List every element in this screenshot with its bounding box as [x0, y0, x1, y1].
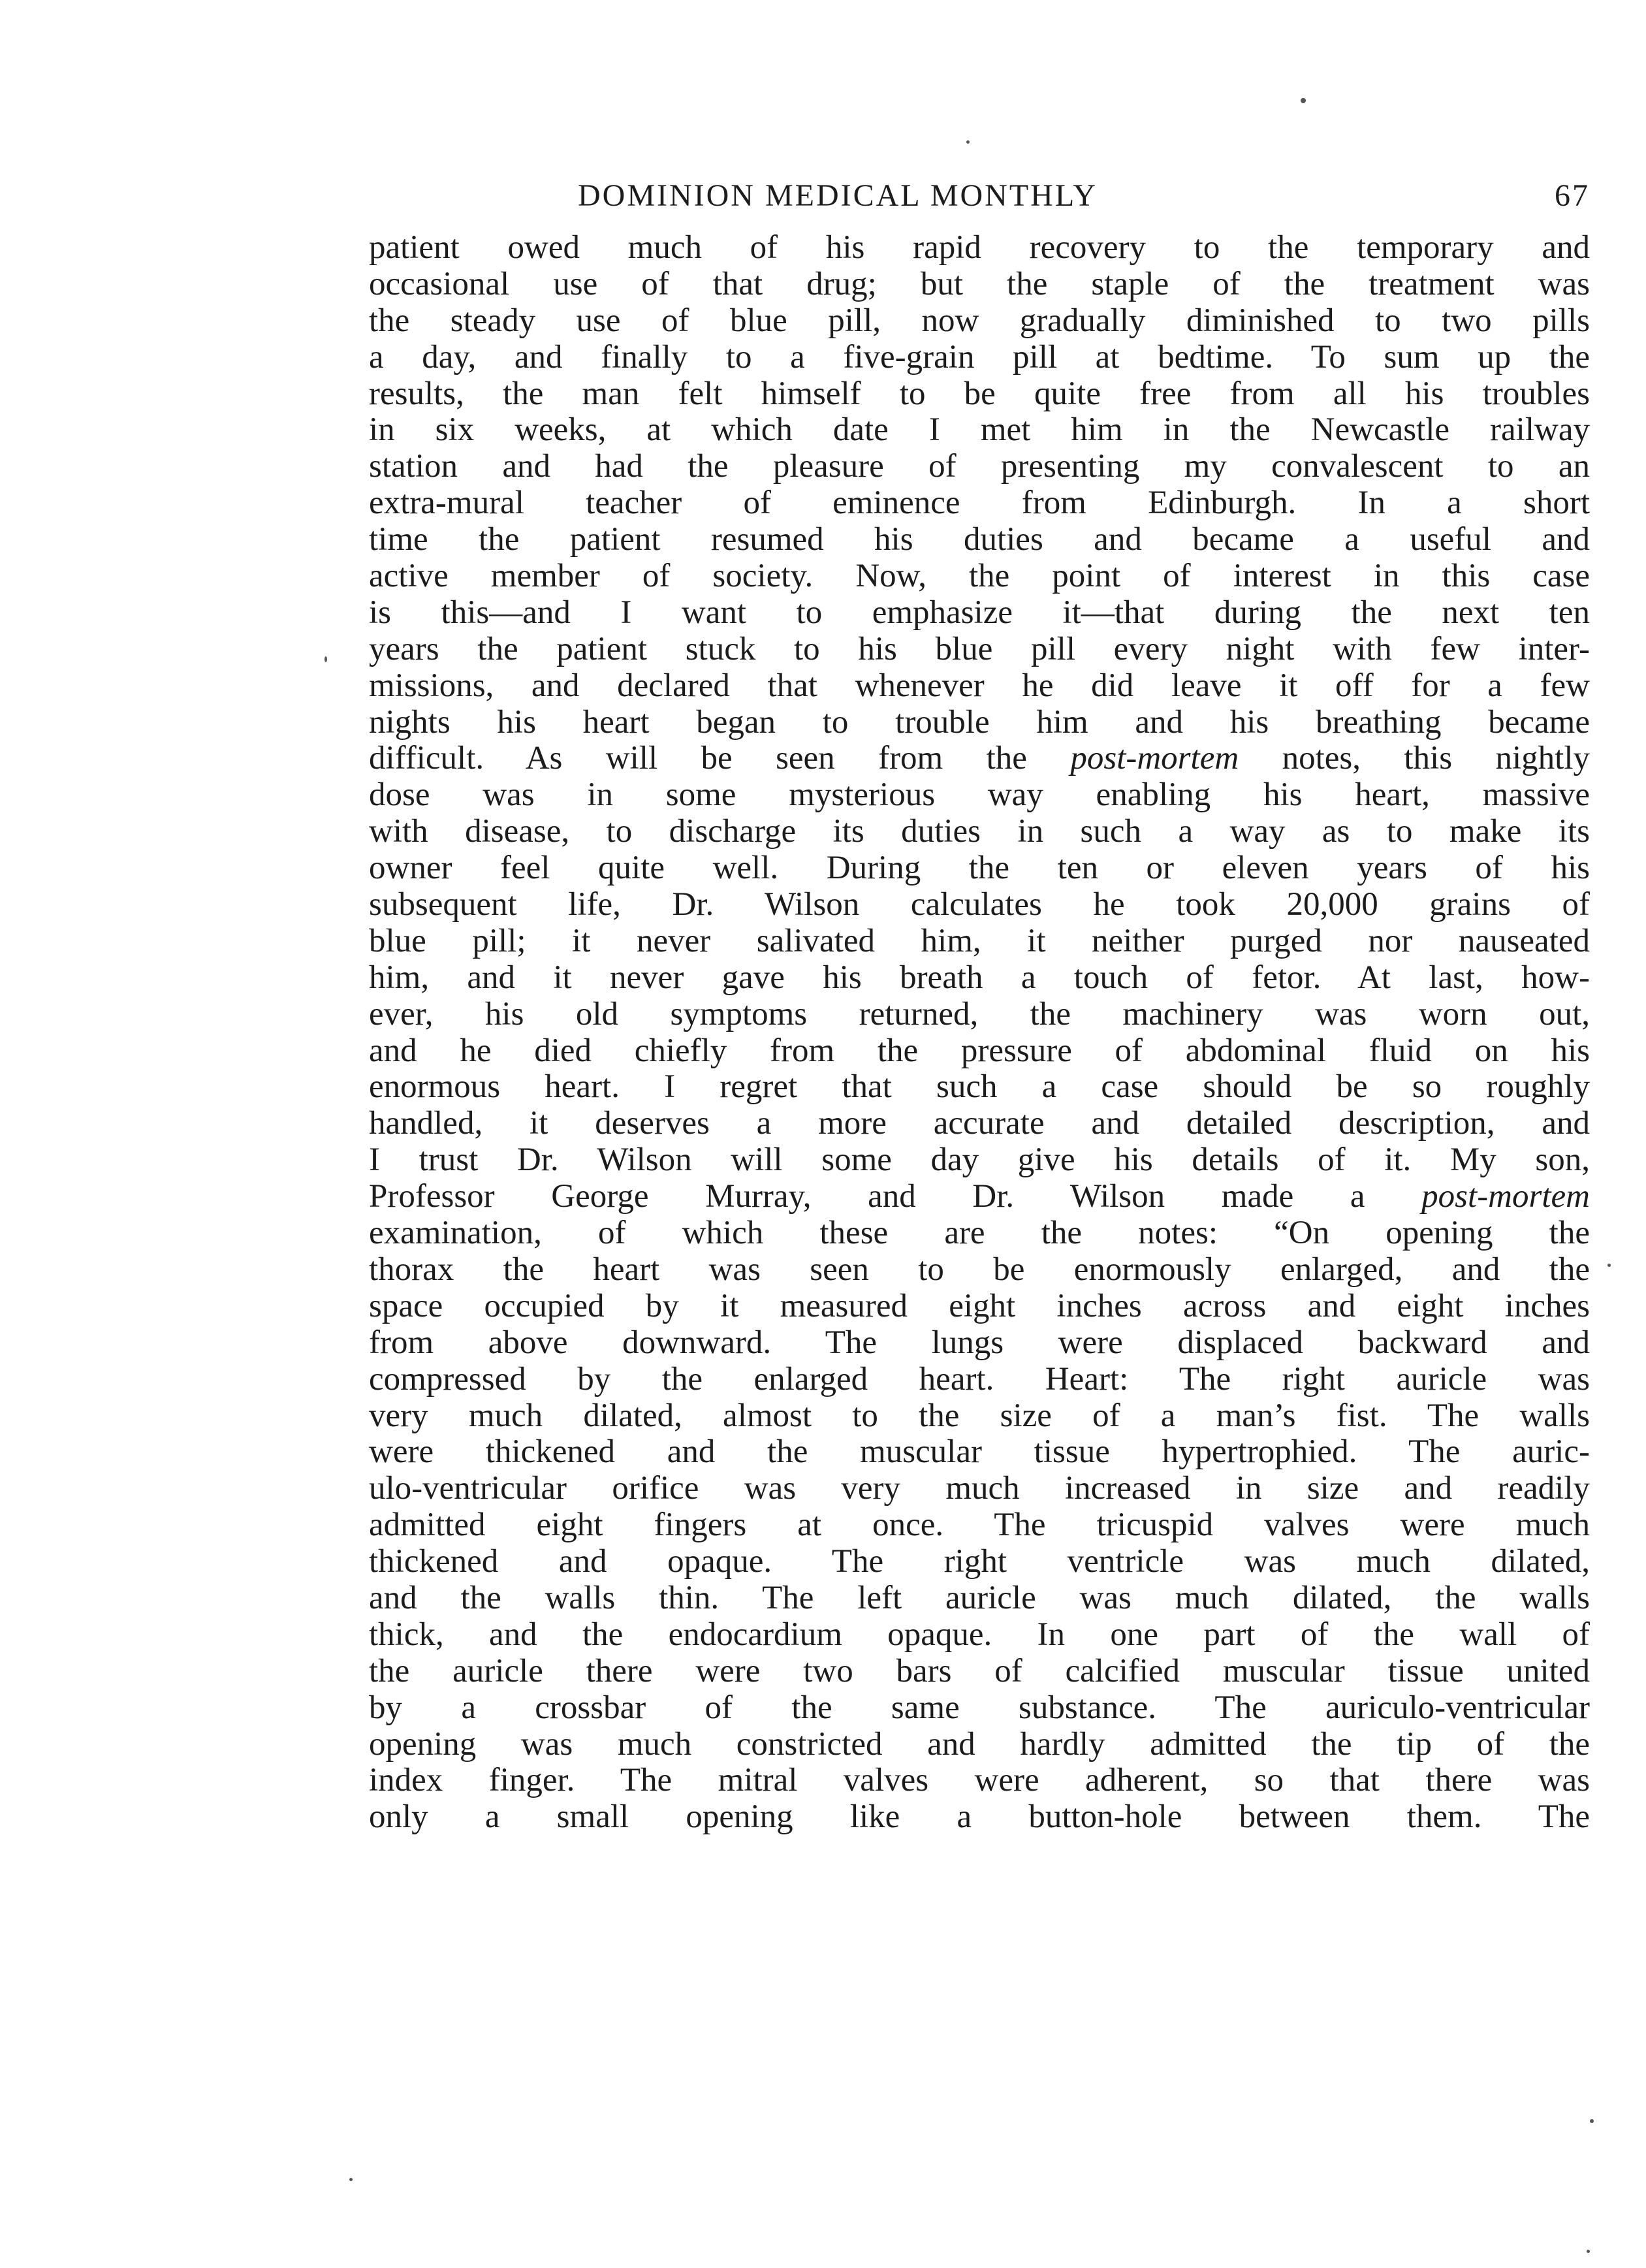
scan-speck [966, 140, 970, 144]
text-line: missions, and declared that whenever he did leave it off for a few [369, 667, 1590, 704]
text-line: thickened and opaque. The right ventricle was much dilated, [369, 1544, 1590, 1580]
text-line: examination, of which these are the notes: “On opening the [369, 1215, 1590, 1252]
text-line: the steady use of blue pill, now gradually diminished to two pills [369, 302, 1590, 339]
text-line: only a small opening like a button-hole between them. The [369, 1799, 1590, 1836]
text-line: station and had the pleasure of presenting my convalescent to an [369, 449, 1590, 485]
text-line: subsequent life, Dr. Wilson calculates he took 20,000 grains of [369, 887, 1590, 923]
text-line: dose was in some mysterious way enabling his heart, massive [369, 777, 1590, 814]
text-line: occasional use of that drug; but the staple of the treatment was [369, 266, 1590, 302]
body-text [369, 230, 1590, 1836]
text-line: ulo-ventricular orifice was very much increased in size and readily [369, 1471, 1590, 1507]
text-line: patient owed much of his rapid recovery to the temporary and [369, 230, 1590, 266]
scan-speck [1607, 1264, 1611, 1267]
text-line: Professor George Murray, and Dr. Wilson made a post-mortem [369, 1179, 1590, 1215]
italic-term: post-mortem [1070, 741, 1239, 777]
text-line: very much dilated, almost to the size of a man’s fist. The walls [369, 1398, 1590, 1434]
text-line: thorax the heart was seen to be enormously enlarged, and the [369, 1251, 1590, 1288]
text-line: with disease, to discharge its duties in such a way as to make its [369, 814, 1590, 850]
text-line: admitted eight fingers at once. The tricuspid valves were much [369, 1507, 1590, 1544]
text-line: were thickened and the muscular tissue hypertrophied. The auric- [369, 1434, 1590, 1471]
page-number: 67 [1555, 178, 1590, 213]
running-head [369, 178, 1590, 223]
running-title: DOMINION MEDICAL MONTHLY [578, 178, 1098, 213]
text-line: and he died chiefly from the pressure of abdominal fluid on his [369, 1032, 1590, 1069]
text-line: him, and it never gave his breath a touch of fetor. At last, how- [369, 959, 1590, 996]
text-line: I trust Dr. Wilson will some day give his details of it. My son, [369, 1142, 1590, 1179]
text-line: and the walls thin. The left auricle was much dilated, the walls [369, 1580, 1590, 1616]
text-line: the auricle there were two bars of calcified muscular tissue united [369, 1653, 1590, 1689]
text-line: in six weeks, at which date I met him in the Newcastle railway [369, 412, 1590, 449]
text-line: from above downward. The lungs were displaced backward and [369, 1324, 1590, 1361]
text-line: a day, and finally to a five-grain pill at bedtime. To sum up the [369, 339, 1590, 375]
italic-term: post-mortem [1421, 1179, 1590, 1215]
text-line: years the patient stuck to his blue pill every night with few inter- [369, 631, 1590, 667]
text-line: results, the man felt himself to be quite free from all his troubles [369, 375, 1590, 412]
text-line: thick, and the endocardium opaque. In one part of the wall of [369, 1616, 1590, 1653]
scan-speck [349, 2178, 353, 2181]
scan-speck [1587, 2250, 1590, 2253]
text-line: owner feel quite well. During the ten or eleven years of his [369, 850, 1590, 887]
scan-speck [1590, 2119, 1594, 2123]
text-line: is this—and I want to emphasize it—that during the next ten [369, 594, 1590, 631]
text-line: extra-mural teacher of eminence from Edinburgh. In a short [369, 485, 1590, 522]
text-line: handled, it deserves a more accurate and detailed description, and [369, 1106, 1590, 1142]
text-line: time the patient resumed his duties and became a useful and [369, 522, 1590, 558]
text-line: ever, his old symptoms returned, the machinery was worn out, [369, 996, 1590, 1032]
text-line: by a crossbar of the same substance. The auriculo-ventricular [369, 1689, 1590, 1726]
scan-speck [1301, 98, 1306, 103]
text-line: blue pill; it never salivated him, it neither purged nor nauseated [369, 923, 1590, 959]
text-line: index finger. The mitral valves were adherent, so that there was [369, 1763, 1590, 1799]
text-line: active member of society. Now, the point of interest in this case [369, 558, 1590, 595]
text-line: enormous heart. I regret that such a case should be so roughly [369, 1069, 1590, 1106]
text-line: nights his heart began to trouble him and his breathing became [369, 704, 1590, 741]
text-line: space occupied by it measured eight inches across and eight inches [369, 1288, 1590, 1324]
scan-speck [324, 656, 327, 662]
text-line: difficult. As will be seen from the post-mortem notes, this nightly [369, 741, 1590, 777]
text-line: opening was much constricted and hardly admitted the tip of the [369, 1726, 1590, 1763]
text-line: compressed by the enlarged heart. Heart: The right auricle was [369, 1361, 1590, 1398]
